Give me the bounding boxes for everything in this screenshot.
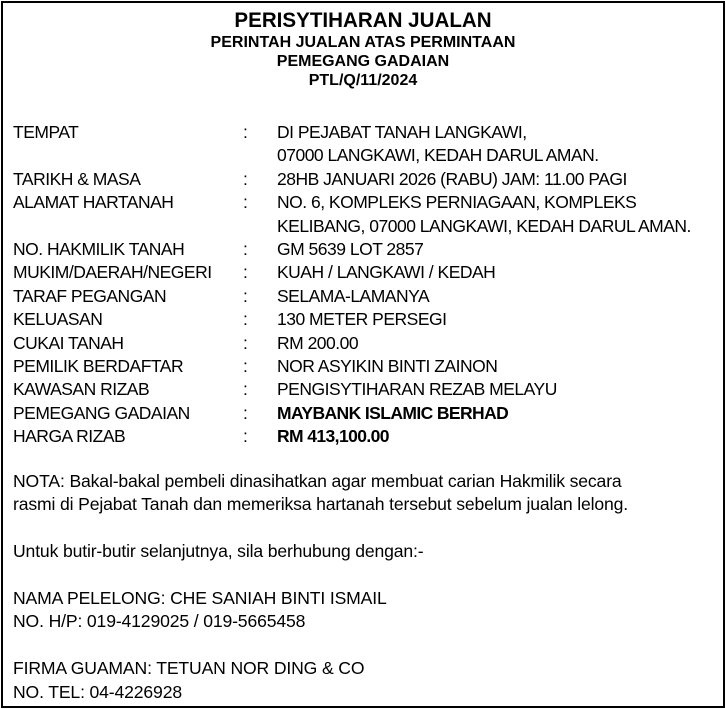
- detail-row-mukim: [13, 261, 713, 284]
- detail-value: KELIBANG, 07000 LANGKAWI, KEDAH DARUL AMAN.: [277, 215, 691, 236]
- detail-label: TEMPAT: [13, 122, 79, 142]
- law-firm-phone: NO. TEL: 04-4226928: [13, 681, 182, 702]
- detail-value: GM 5639 LOT 2857: [277, 239, 424, 260]
- property-details: [13, 121, 713, 449]
- detail-value: 130 METER PERSEGI: [277, 309, 447, 330]
- auctioneer-name: NAMA PELELONG: CHE SANIAH BINTI ISMAIL: [13, 588, 387, 608]
- notice-frame: [1, 1, 725, 708]
- detail-label: MUKIM/DAERAH/NEGERI: [13, 262, 212, 283]
- detail-row-cukai: [13, 332, 713, 355]
- detail-row-hakmilik: [13, 238, 713, 261]
- notice-notes: [13, 470, 719, 704]
- contact-intro: Untuk butir-butir selanjutnya, sila berhubung dengan:-: [13, 541, 424, 562]
- detail-row-keluasan: [13, 308, 713, 331]
- detail-value: RM 200.00: [277, 332, 359, 353]
- nota-line-2: rasmi di Pejabat Tanah dan memeriksa hartanah tersebut sebelum jualan lelong.: [13, 494, 629, 515]
- detail-value: DI PEJABAT TANAH LANGKAWI,: [277, 122, 527, 142]
- detail-value: KUAH / LANGKAWI / KEDAH: [277, 262, 496, 283]
- detail-separator: :: [243, 309, 248, 330]
- detail-label: HARGA RIZAB: [13, 426, 126, 447]
- detail-row-pemegang: [13, 402, 713, 425]
- detail-separator: :: [243, 122, 248, 142]
- detail-value: SELAMA-LAMANYA: [277, 285, 430, 306]
- detail-label: ALAMAT HARTANAH: [13, 192, 174, 213]
- detail-row-tempat: [13, 121, 713, 144]
- detail-label: KAWASAN RIZAB: [13, 379, 150, 400]
- detail-label: CUKAI TANAH: [13, 332, 124, 353]
- detail-separator: :: [243, 168, 248, 189]
- detail-separator: :: [243, 285, 248, 306]
- detail-row-pemilik: [13, 355, 713, 378]
- detail-row-harga: [13, 425, 713, 448]
- detail-row-tempat-cont: [13, 144, 713, 167]
- detail-row-taraf: [13, 285, 713, 308]
- auctioneer-phone: NO. H/P: 019-4129025 / 019-5665458: [13, 611, 306, 632]
- detail-label: TARIKH & MASA: [13, 168, 141, 189]
- detail-separator: :: [243, 262, 248, 283]
- detail-value: PENGISYTIHARAN REZAB MELAYU: [277, 379, 557, 400]
- detail-value: NO. 6, KOMPLEKS PERNIAGAAN, KOMPLEKS: [277, 192, 637, 213]
- nota-line-1: NOTA: Bakal-bakal pembeli dinasihatkan agar membuat carian Hakmilik secara: [13, 471, 622, 491]
- detail-label: TARAF PEGANGAN: [13, 285, 167, 306]
- notice-subtitle-order: PERINTAH JUALAN ATAS PERMINTAAN: [210, 34, 516, 51]
- detail-value: NOR ASYIKIN BINTI ZAINON: [277, 356, 498, 377]
- detail-separator: :: [243, 192, 248, 213]
- detail-separator: :: [243, 356, 248, 377]
- detail-label: PEMEGANG GADAIAN: [13, 402, 190, 423]
- detail-label: PEMILIK BERDAFTAR: [13, 356, 184, 377]
- detail-separator: :: [243, 379, 248, 400]
- notice-subtitle-chargee: PEMEGANG GADAIAN: [276, 53, 450, 70]
- detail-value: RM 413,100.00: [277, 426, 389, 447]
- detail-row-alamat-cont: [13, 215, 713, 238]
- detail-label: NO. HAKMILIK TANAH: [13, 239, 185, 260]
- detail-row-alamat: [13, 191, 713, 214]
- detail-separator: :: [243, 332, 248, 353]
- notice-reference: PTL/Q/11/2024: [308, 72, 418, 89]
- law-firm-name: FIRMA GUAMAN: TETUAN NOR DING & CO: [13, 658, 365, 679]
- detail-separator: :: [243, 402, 248, 423]
- detail-label: KELUASAN: [13, 309, 103, 330]
- detail-row-tarikh: [13, 168, 713, 191]
- detail-value: 07000 LANGKAWI, KEDAH DARUL AMAN.: [277, 145, 599, 166]
- detail-value: MAYBANK ISLAMIC BERHAD: [277, 402, 509, 423]
- detail-separator: :: [243, 239, 248, 260]
- notice-header: [3, 9, 723, 90]
- detail-row-kawasan: [13, 378, 713, 401]
- notice-title: PERISYTIHARAN JUALAN: [234, 9, 492, 32]
- detail-value: 28HB JANUARI 2026 (RABU) JAM: 11.00 PAGI: [277, 168, 627, 189]
- detail-separator: :: [243, 426, 248, 447]
